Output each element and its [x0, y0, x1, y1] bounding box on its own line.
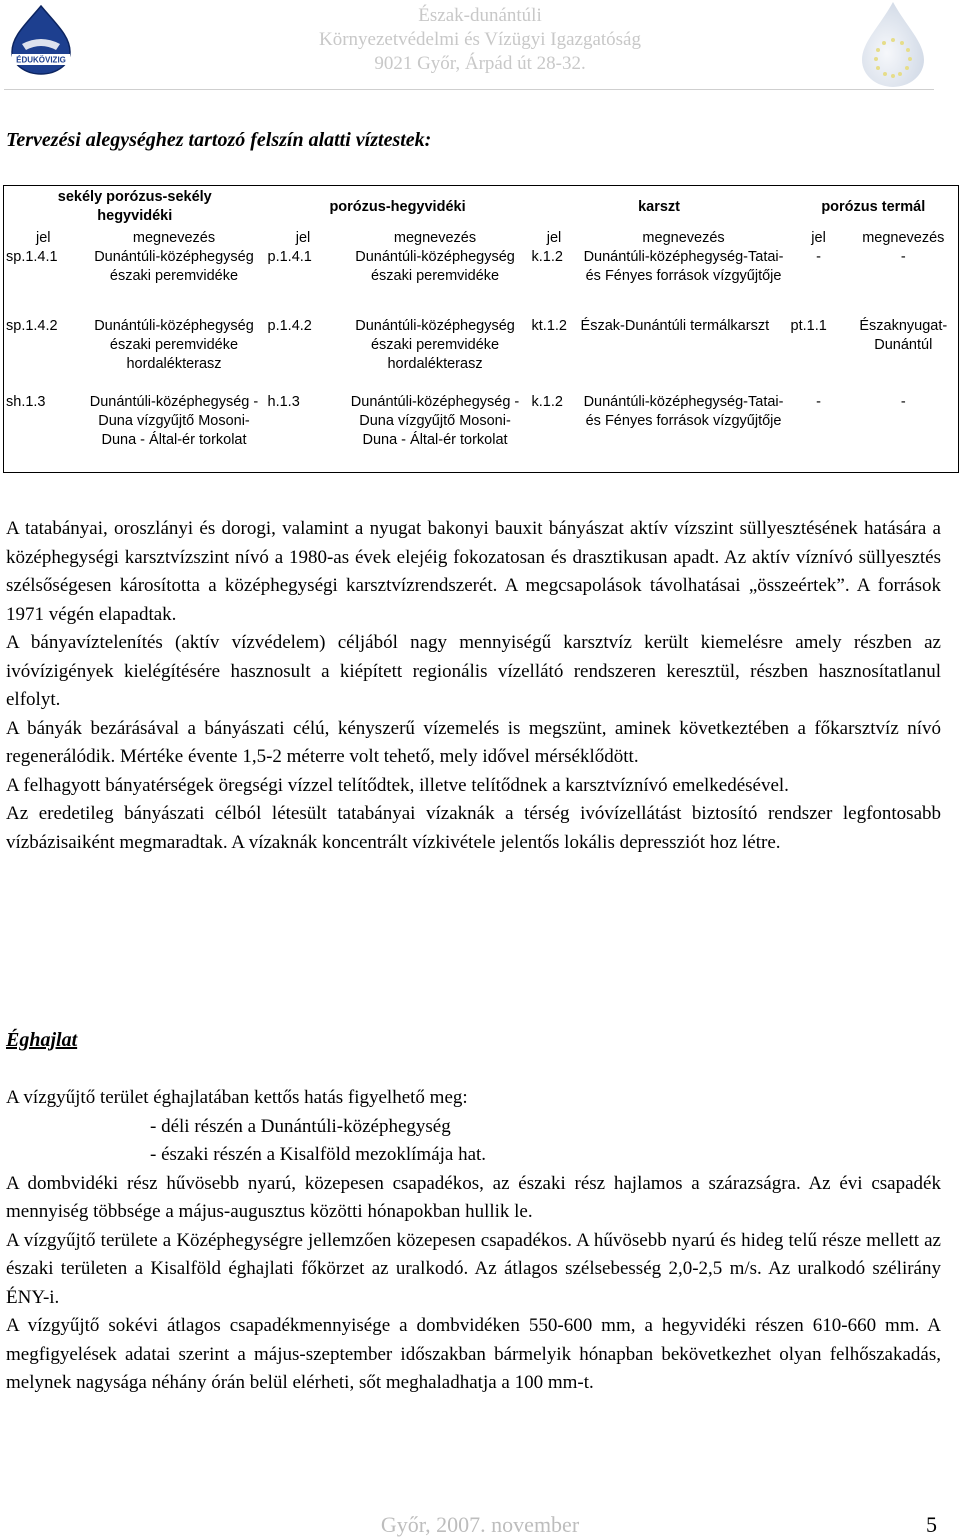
table-row [4, 393, 959, 473]
climate-bullet: - északi részén a Kisalföld mezoklímája hat. [150, 1144, 487, 1165]
table-cell: Dunántúli-középhegység - Duna vízgyűjtő Mosoni-Duna - Által-ér torkolat [89, 393, 259, 448]
svg-text:ÉDUKÖVIZIG: ÉDUKÖVIZIG [16, 55, 66, 65]
col-header-jel: jel [295, 229, 311, 246]
svg-text:GYŐR: GYŐR [32, 69, 50, 75]
paragraph: A dombvidéki rész hűvösebb nyarú, közepesen csapadékos, az északi rész hajlamos a szárazságra. Az évi csapadék mennyiség többsége a május-augusztus közötti hónapokban hullik le. [6, 1172, 941, 1222]
col-header-name: megnevezés [393, 229, 477, 246]
section-title-groundwater: Tervezési alegységhez tartozó felszín alatti víztestek: [6, 129, 432, 151]
header-org-line2: Környezetvédelmi és Vízügyi Igazgatóság [318, 29, 641, 50]
groundwater-bodies-table [3, 185, 959, 473]
table-cell: Dunántúli-középhegység - Duna vízgyűjtő Mosoni-Duna - Által-ér torkolat [350, 393, 520, 448]
table-cell: Dunántúli-középhegység északi peremvidéke hordalékterasz [94, 317, 254, 372]
table-cell: k.1.2 [531, 248, 563, 265]
footer-date: Győr, 2007. november [380, 1512, 580, 1537]
paragraph: A vízgyűjtő terület éghajlatában kettős hatás figyelhető meg: [6, 1087, 468, 1108]
climate-text [6, 1084, 941, 1398]
table-cell: p.1.4.1 [267, 248, 312, 265]
karst-water-text [6, 515, 941, 857]
table-cell: - [816, 248, 821, 265]
group-header-karst: karszt [638, 198, 680, 215]
water-drop-eu-logo [850, 0, 936, 88]
table-cell: Dunántúli-középhegység északi peremvidéke [355, 248, 515, 284]
paragraph: A vízgyűjtő területe a Középhegységre jellemzően közepesen csapadékos. A hűvösebb nyarú és hideg telű része mellett az északi területen a Kisalföld éghajlati főkörzet az uralkodó. Az átlagos szélsebesség 2,0-2,5 m/s. Az uralkodó szélirány ÉNY-i. [6, 1229, 941, 1308]
paragraph: A vízgyűjtő sokévi átlagos csapadékmennyisége a dombvidéken 550-600 mm, a hegyvidéki részen 610-660 mm. A megfigyelések adatai szerint a május-szeptember időszakban bármelyik hónapban bekövetkezhet olyan felhőszakadás, melynek nagysága néhány órán belül elérheti, sőt meghaladhatja a 100 mm-t. [6, 1315, 941, 1393]
table-cell: k.1.2 [531, 393, 563, 410]
col-header-jel: jel [546, 229, 562, 246]
climate-bullet: - déli részén a Dunántúli-középhegység [150, 1115, 451, 1137]
group-header-porous-thermal: porózus termál [821, 198, 926, 215]
page-number: 5 [926, 1512, 937, 1537]
table-cell: h.1.3 [267, 393, 300, 410]
table-cell: Dunántúli-középhegység északi peremvidéke hordalékterasz [355, 317, 515, 372]
table-cell: sp.1.4.1 [6, 248, 58, 265]
paragraph: A bányavíztelenítés (aktív vízvédelem) céljából nagy mennyiségű karsztvíz került kiemelésre amely részben az ivóvízigények kielégítésére hasznosult a kiépített regionális vízellátó rendszeren keresztül, részben hasznosítatlanul elfolyt. [6, 632, 941, 710]
group-header-shallow: sekély porózus-sekély hegyvidéki [57, 189, 212, 225]
table-cell: Dunántúli-középhegység-Tatai- és Fényes források vízgyűjtője [583, 248, 784, 284]
header-divider [4, 89, 934, 90]
col-header-name: megnevezés [642, 229, 725, 246]
table-cell: - [900, 248, 906, 265]
group-header-porous-mountain: porózus-hegyvidéki [329, 198, 466, 215]
col-header-name: megnevezés [132, 229, 216, 246]
table-row [4, 248, 959, 305]
table-cell: - [816, 393, 821, 410]
table-cell: Dunántúli-középhegység-Tatai- és Fényes források vízgyűjtője [583, 393, 784, 429]
section-title-climate: Éghajlat [6, 1029, 78, 1051]
col-header-jel: jel [811, 229, 826, 246]
table-cell: Észak-Dunántúli termálkarszt [580, 317, 770, 334]
table-cell: - [900, 393, 906, 410]
paragraph: A felhagyott bányatérségek öregségi vízzel telítődtek, illetve telítődnek a karsztvíznívó emelkedésével. [6, 774, 789, 796]
table-cell: Dunántúli-középhegység északi peremvidéke [94, 248, 254, 284]
paragraph: A bányák bezárásával a bányászati célú, kényszerű vízemelés is megszünt, aminek következtében a főkarsztvíz nívó regenerálódik. Mértéke évente 1,5-2 méterre volt tehető, mely idővel mérséklődött. [6, 717, 941, 767]
table-cell: p.1.4.2 [267, 317, 312, 334]
table-cell: pt.1.1 [790, 317, 827, 334]
header-org-line1: Észak-dunántúli [418, 5, 542, 26]
col-header-name: megnevezés [862, 229, 945, 246]
col-header-jel: jel [35, 229, 51, 246]
header-address: 9021 Győr, Árpád út 28-32. [374, 53, 586, 74]
table-cell: sp.1.4.2 [6, 317, 58, 334]
table-cell: kt.1.2 [531, 317, 567, 334]
table-cell: Északnyugat-Dunántúl [859, 317, 948, 353]
paragraph: A tatabányai, oroszlányi és dorogi, valamint a nyugat bakonyi bauxit bányászat aktív vízszint süllyesztésének hatására a középhegységi karsztvízszint nívó a 1980-as évek elejéig fokozatosan és drasztikusan apadt. Az aktív víznívó süllyesztés szélsőségesen károsította a középhegységi karsztvízrendszerét. A megcsapolások távolhatásai „összeértek”. A források 1971 végén elapadtak. [6, 518, 941, 625]
table-cell: sh.1.3 [6, 393, 46, 410]
table-row [4, 317, 959, 393]
paragraph: Az eredetileg bányászati célból létesült tatabányai vízaknák a térség ivóvízellátást biztosító rendszer legfontosabb vízbázisaiként megmaradtak. A vízaknák koncentrált vízkivétele jelentős lokális depressziót hoz létre. [6, 803, 941, 853]
